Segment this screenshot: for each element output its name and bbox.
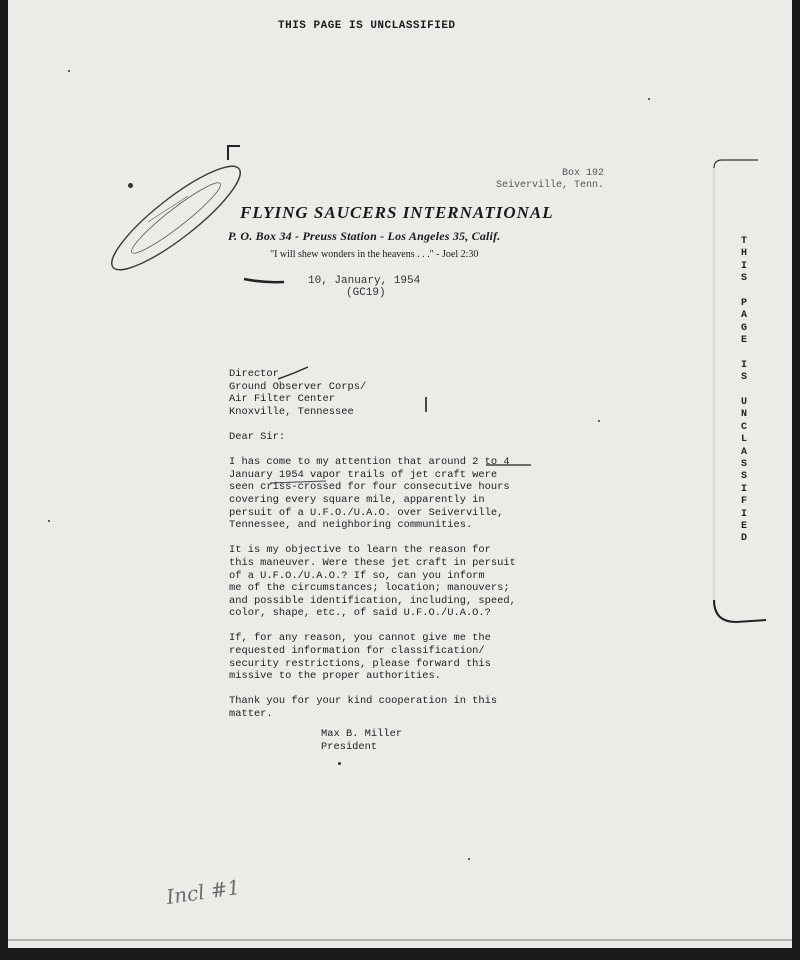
stamp-letter: S — [740, 273, 747, 285]
stamp-letter: A — [740, 446, 747, 458]
stamp-letter: P — [740, 297, 747, 309]
stamp-letter: L — [740, 434, 747, 446]
text-line: If, for any reason, you cannot give me the — [229, 632, 491, 645]
handwritten-note: Incl #1 — [164, 874, 242, 910]
stamp-letter: G — [740, 322, 747, 334]
text-line: It is my objective to learn the reason for — [229, 544, 491, 557]
recipient-line: Ground Observer Corps/ — [229, 380, 367, 393]
text-line: I has come to my attention that around 2 to 4 — [229, 456, 510, 469]
letter-body — [229, 368, 559, 733]
stamp-letter: S — [740, 471, 747, 483]
text-line: and possible identification, including, speed, — [229, 594, 516, 607]
stamp-letter: F — [740, 496, 747, 508]
stamp-letter: N — [740, 409, 747, 421]
document-page — [8, 0, 792, 948]
stamp-letter — [734, 385, 754, 397]
text-line: missive to the proper authorities. — [229, 670, 442, 683]
sender-address-fragment — [496, 168, 604, 192]
stamp-letter: S — [740, 459, 747, 471]
stamp-letter: D — [740, 533, 747, 545]
date-line: 10, January, 1954 — [308, 275, 421, 287]
text-line: January 1954 vapor trails of jet craft were — [229, 468, 498, 481]
stamp-letter: S — [740, 372, 747, 384]
stamp-letter: C — [740, 421, 747, 433]
text-line: color, shape, etc., of said U.F.O./U.A.O.? — [229, 607, 491, 620]
stamp-letter: H — [740, 248, 747, 260]
classification-header: THIS PAGE IS UNCLASSIFIED — [278, 20, 456, 32]
reference-code: (GC19) — [346, 287, 386, 299]
paragraph — [229, 456, 559, 532]
recipient-line: Knoxville, Tennessee — [229, 405, 354, 418]
paragraph — [229, 632, 559, 682]
stamp-letter: I — [740, 260, 747, 272]
stamp-letter: E — [740, 335, 747, 347]
signature-title: President — [321, 740, 378, 753]
stamp-letter: E — [740, 520, 747, 532]
stamp-letter: A — [740, 310, 747, 322]
text-line: me of the circumstances; location; manouvers; — [229, 582, 510, 595]
text-line: covering every square mile, apparently in — [229, 493, 485, 506]
salutation: Dear Sir: — [229, 430, 286, 443]
text-line: of a U.F.O./U.A.O.? If so, can you inform — [229, 569, 485, 582]
letterhead-motto: "I will shew wonders in the heavens . . ." - Joel 2:30 — [270, 249, 479, 260]
paragraph — [229, 544, 559, 620]
text-line: persuit of a U.F.O./U.A.O. over Seiverville, — [229, 506, 504, 519]
stamp-letter — [734, 286, 754, 298]
stamp-letter: I — [740, 508, 747, 520]
stamp-letter: T — [740, 236, 747, 247]
stamp-letter: U — [740, 397, 747, 409]
text-line: seen criss-crossed for four consecutive hours — [229, 481, 510, 494]
text-line: matter. — [229, 708, 273, 721]
signature-block — [321, 728, 402, 753]
letterhead-address: P. O. Box 34 - Preuss Station - Los Angeles 35, Calif. — [228, 229, 501, 243]
text-line: security restrictions, please forward this — [229, 657, 491, 670]
text-line: requested information for classification/ — [229, 645, 485, 658]
recipient-address — [229, 368, 559, 418]
sender-address-line: Seiverville, Tenn. — [496, 180, 605, 191]
flying-saucer-icon — [101, 153, 252, 283]
text-line: this maneuver. Were these jet craft in persuit — [229, 556, 516, 569]
signature-name: Max B. Miller — [321, 728, 403, 740]
text-line: Tennessee, and neighboring communities. — [229, 519, 473, 532]
recipient-line: Air Filter Center — [229, 393, 336, 406]
sender-address-line: Box 192 — [562, 168, 605, 179]
stamp-letter — [734, 348, 754, 360]
stamp-letter: I — [740, 483, 747, 495]
letter-date — [308, 275, 420, 299]
side-classification-stamp — [734, 236, 754, 546]
text-line: Thank you for your kind cooperation in this — [229, 695, 498, 708]
letterhead-org-name: FLYING SAUCERS INTERNATIONAL — [240, 203, 554, 222]
stamp-letter: I — [740, 359, 747, 371]
recipient-line: Director — [229, 368, 279, 380]
paragraph — [229, 695, 559, 720]
